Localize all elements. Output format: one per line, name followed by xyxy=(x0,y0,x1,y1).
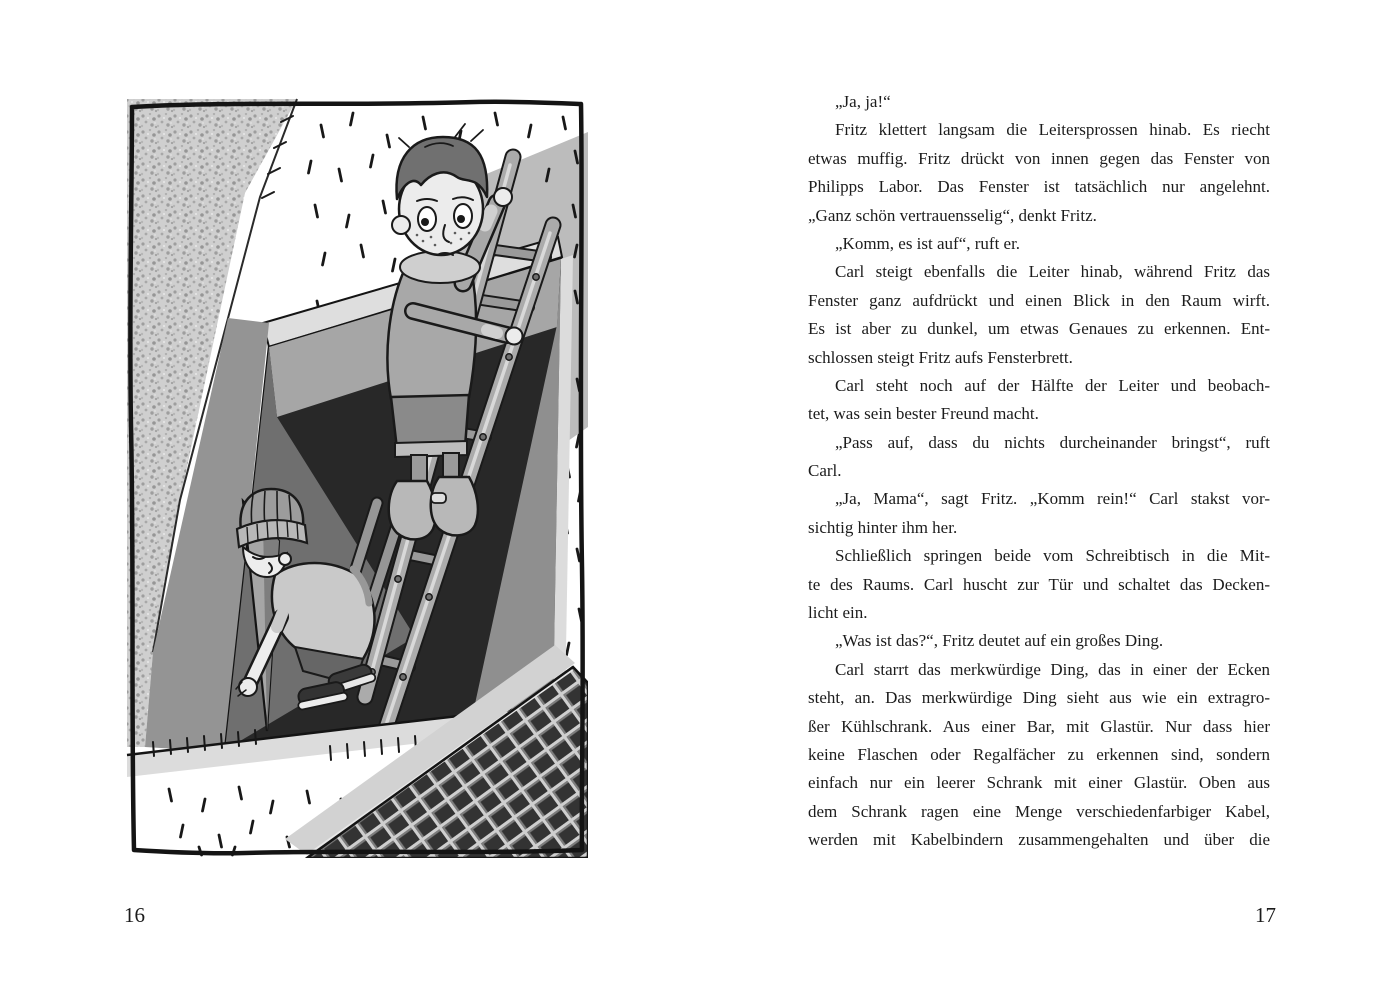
text-line: Philipps Labor. Das Fenster ist tatsächlich nur angelehnt. xyxy=(808,177,1270,197)
page-number-right: 17 xyxy=(1255,903,1276,927)
text-line: Fritz klettert langsam die Leitersprossen hinab. Es riecht xyxy=(835,120,1270,140)
text-line: ßer Kühlschrank. Aus einer Bar, mit Glastür. Nur dass hier xyxy=(808,716,1270,736)
text-line: werden mit Kabelbindern zusammengehalten und über die xyxy=(808,830,1270,850)
text-line: licht ein. xyxy=(808,603,868,623)
text-line: Carl starrt das merkwürdige Ding, das in einer der Ecken xyxy=(835,659,1270,679)
text-line: etwas muffig. Fritz drückt von innen gegen das Fenster von xyxy=(808,148,1270,168)
text-line: „Ja, ja!“ xyxy=(835,92,891,111)
page-number-left: 16 xyxy=(124,903,145,927)
text-line: Es ist aber zu dunkel, um etwas Genaues zu erkennen. Ent- xyxy=(808,319,1270,339)
text-line: tet, was sein bester Freund macht. xyxy=(808,404,1039,424)
text-line: „Ja, Mama“, sagt Fritz. „Komm rein!“ Carl stakst vor- xyxy=(835,489,1270,509)
text-line: Fenster ganz aufdrückt und einen Blick in den Raum wirft. xyxy=(808,290,1270,310)
text-line: „Ganz schön vertrauensselig“, denkt Fritz. xyxy=(808,205,1097,225)
story-text xyxy=(808,88,1270,855)
text-line: „Komm, es ist auf“, ruft er. xyxy=(835,233,1021,253)
text-line: steht, an. Das merkwürdige Ding sieht aus wie ein extragro- xyxy=(808,688,1270,708)
text-line: einfach nur ein leerer Schrank mit einer Glastür. Oben aus xyxy=(808,773,1270,793)
text-line: schlossen steigt Fritz aufs Fensterbrett. xyxy=(808,347,1073,367)
text-line: „Pass auf, dass du nichts durcheinander bringst“, ruft xyxy=(835,432,1270,452)
text-line: dem Schrank ragen eine Menge verschiedenfarbiger Kabel, xyxy=(808,801,1270,821)
text-line: Carl. xyxy=(808,461,842,481)
text-line: Carl steigt ebenfalls die Leiter hinab, während Fritz das xyxy=(835,262,1270,282)
illustration xyxy=(125,97,588,858)
text-line: sichtig hinter ihm her. xyxy=(808,517,958,537)
text-line: keine Flaschen oder Regalfächer zu erkennen sind, sondern xyxy=(808,744,1270,764)
text-line: „Was ist das?“, Fritz deutet auf ein großes Ding. xyxy=(835,631,1164,651)
text-line: Schließlich springen beide vom Schreibtisch in die Mit- xyxy=(835,546,1270,566)
text-line: Carl steht noch auf der Hälfte der Leiter und beobach- xyxy=(835,375,1270,395)
text-line: te des Raums. Carl huscht zur Tür und schaltet das Decken- xyxy=(808,574,1270,594)
